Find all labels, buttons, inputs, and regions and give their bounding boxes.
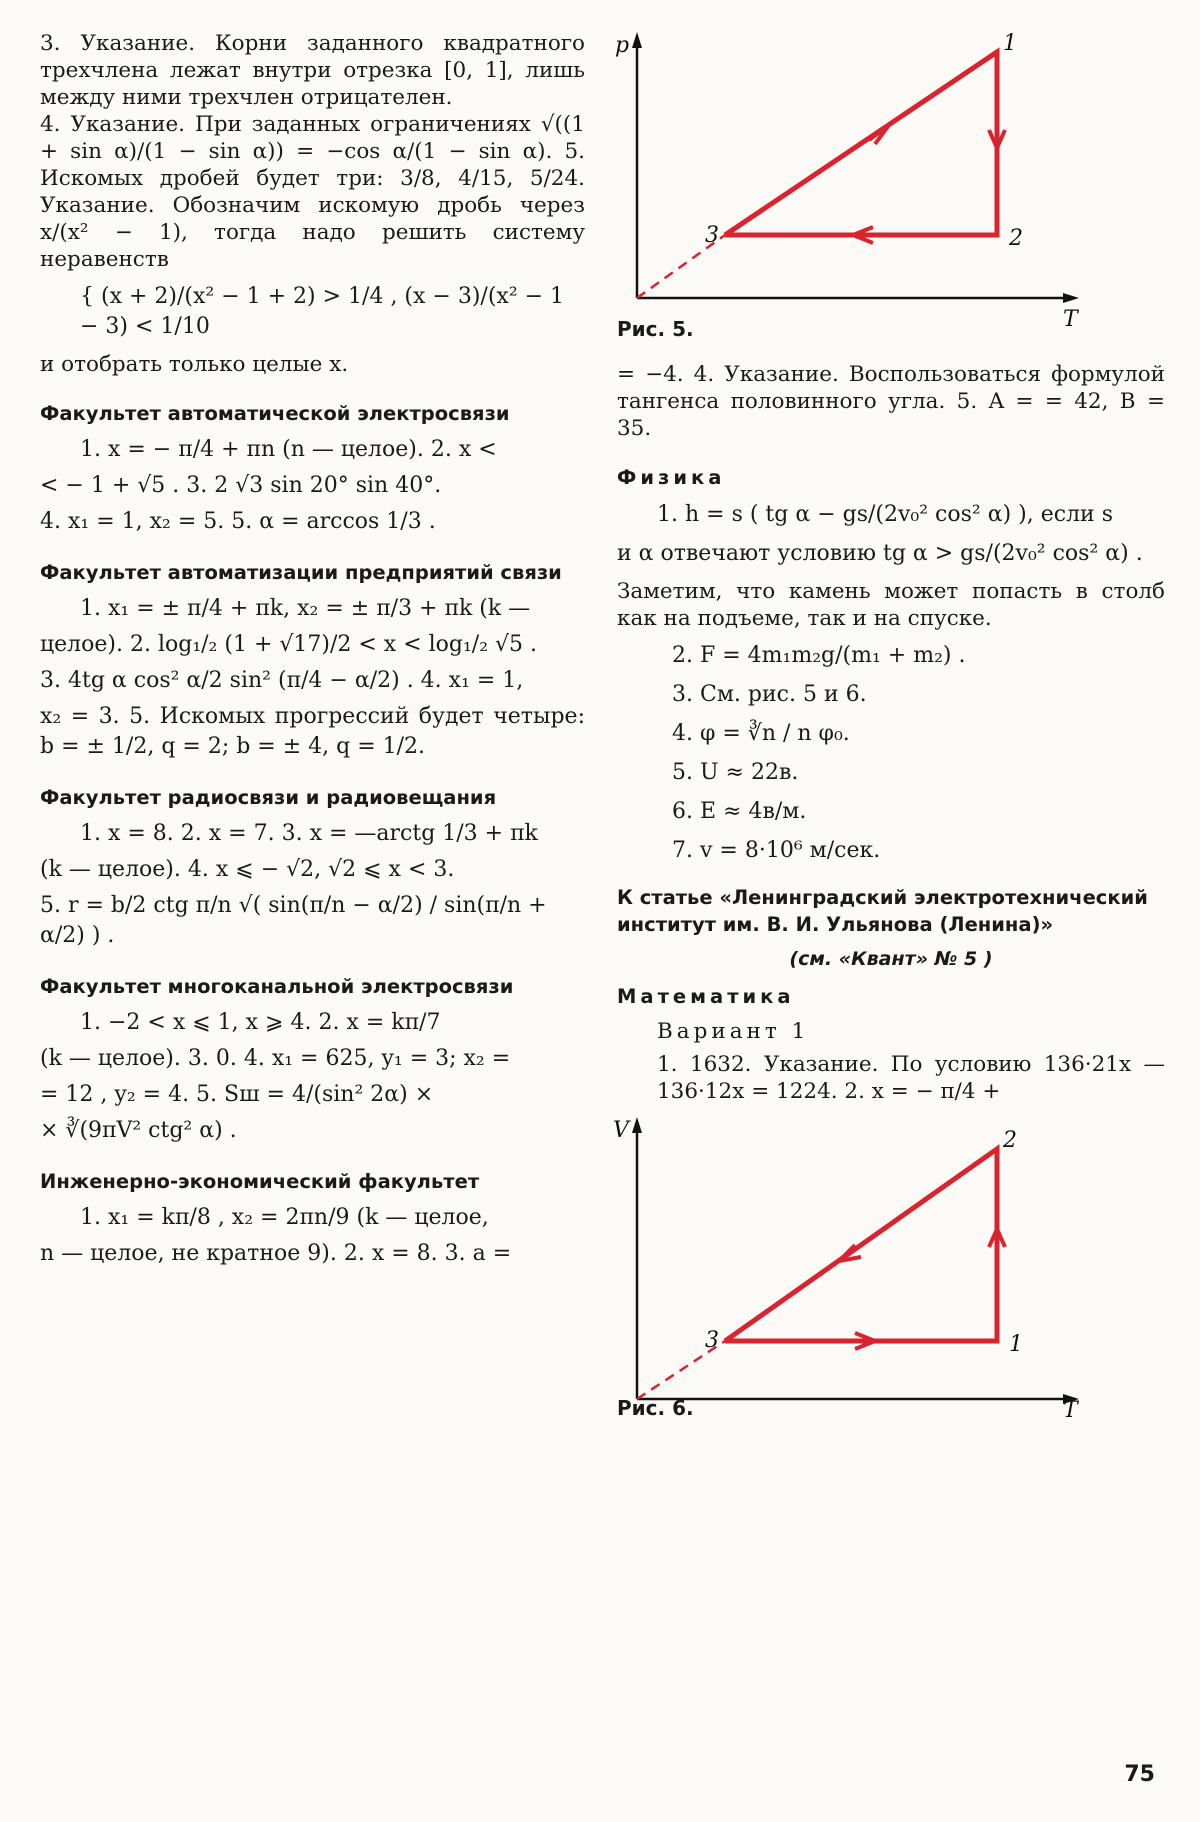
answer-line: < − 1 + √5 . 3. 2 √3 sin 20° sin 40°. [40, 473, 442, 498]
right-column [613, 30, 1165, 1423]
article-heading: К статье «Ленинградский электротехнический институт им. В. И. Ульянова (Ленина)» [617, 886, 1148, 936]
physics-heading: Физика [617, 466, 726, 489]
section-heading-3: Факультет радиосвязи и радиовещания [40, 786, 497, 809]
page-number: 75 [1124, 1762, 1155, 1787]
answer-line: 1. x₁ = ± π/4 + πk, x₂ = ± π/3 + πk (k — [80, 596, 531, 621]
physics-answer-6: 6. E ≈ 4в/м. [672, 799, 807, 824]
intro-paragraph-3: и отобрать только целые x. [40, 352, 349, 377]
answer-line: n — целое, не кратное 9). 2. x = 8. 3. a = [40, 1241, 512, 1266]
physics-note: Заметим, что камень может попасть в столб как на подъеме, так и на спуске. [617, 579, 1165, 631]
answer-line: 1. x₁ = kπ/8 , x₂ = 2πn/9 (k — целое, [80, 1205, 489, 1230]
fig5-caption: Рис. 5. [617, 317, 694, 341]
left-column [40, 30, 585, 1275]
variant-text: 1. 1632. Указание. По условию 136·21x — 136·12x = 1224. 2. x = − π/4 + [657, 1052, 1165, 1104]
intro-paragraph-1: 3. Указание. Корни заданного квадратного трехчлена лежат внутри отрезка [0, 1], лишь между ними трехчлен отрицателен. [40, 31, 585, 110]
answer-line: x₂ = 3. 5. Искомых прогрессий будет четыре: b = ± 1/2, q = 2; b = ± 4, q = 1/2. [40, 704, 585, 759]
variant-label: Вариант 1 [657, 1019, 810, 1044]
answer-line: целое). 2. log₁/₂ (1 + √17)/2 < x < log₁/₂ √5 . [40, 632, 538, 657]
fig5-cycle-path [725, 52, 997, 235]
section-heading-4: Факультет многоканальной электросвязи [40, 975, 514, 998]
answer-line: (k — целое). 4. x ⩽ − √2, √2 ⩽ x < 3. [40, 857, 455, 882]
fig5-point-2: 2 [1009, 226, 1023, 251]
fig6-caption: Рис. 6. [617, 1396, 694, 1420]
fig6-y-arrow-icon [632, 1117, 642, 1133]
answer-line: 3. 4tg α cos² α/2 sin² (π/4 − α/2) . 4. x₁ = 1, [40, 668, 524, 693]
fig5-y-arrow-icon [632, 32, 642, 48]
answer-line: 1. x = 8. 2. x = 7. 3. x = —arctg 1/3 + πk [80, 821, 538, 846]
section-heading-1: Факультет автоматической электросвязи [40, 402, 510, 425]
answer-line: 1. −2 < x ⩽ 1, x ⩾ 4. 2. x = kπ/7 [80, 1010, 441, 1035]
fig5-x-label: T [1063, 307, 1078, 332]
section-heading-2: Факультет автоматизации предприятий связи [40, 561, 562, 584]
section-heading-5: Инженерно-экономический факультет [40, 1170, 480, 1193]
physics-answer-7: 7. v = 8·10⁶ м/сек. [672, 838, 881, 863]
fig6-y-label: V [613, 1118, 629, 1143]
physics-answer-1: 1. h = s ( tg α − gs/(2v₀² cos² α) ), если s [657, 502, 1113, 527]
fig6-point-2: 2 [1003, 1128, 1017, 1153]
fig5-y-label: p [615, 33, 630, 58]
physics-condition: и α отвечают условию tg α > gs/(2v₀² cos² α) . [617, 541, 1143, 566]
physics-answer-2: 2. F = 4m₁m₂g/(m₁ + m₂) . [672, 643, 966, 668]
fig6-cycle-path [725, 1149, 997, 1341]
math-heading: Математика [617, 985, 795, 1008]
fig6-point-1: 1 [1009, 1332, 1023, 1357]
answer-line: 4. x₁ = 1, x₂ = 5. 5. α = arccos 1/3 . [40, 509, 436, 534]
fig6-point-3: 3 [705, 1328, 719, 1353]
physics-answer-4: 4. φ = ∛n / n φ₀. [672, 721, 850, 746]
answer-line: = 12 , y₂ = 4. 5. Sш = 4/(sin² 2α) × [40, 1082, 434, 1107]
fig5-point-1: 1 [1003, 31, 1017, 56]
physics-answer-5: 5. U ≈ 22в. [672, 760, 799, 785]
article-reference: (см. «Квант» № 5 ) [789, 948, 993, 970]
physics-answer-3: 3. См. рис. 5 и 6. [672, 682, 867, 707]
figure-6-VT-diagram [613, 1109, 1165, 1423]
inequality-system: { (x + 2)/(x² − 1 + 2) > 1/4 , (x − 3)/(x² − 1 − 3) < 1/10 [80, 284, 565, 339]
answer-line: (k — целое). 3. 0. 4. x₁ = 625, y₁ = 3; x₂ = [40, 1046, 511, 1071]
fig6-x-label: T [1063, 1398, 1078, 1423]
fig5-x-arrow-icon [1063, 293, 1079, 303]
continuation-text: = −4. 4. Указание. Воспользоваться формулой тангенса половинного угла. 5. A = = 42, B = 35. [617, 362, 1165, 441]
answer-line: 1. x = − π/4 + πn (n — целое). 2. x < [80, 437, 497, 462]
answer-line: × ∛(9πV² ctg² α) . [40, 1118, 237, 1143]
answer-line: 5. r = b/2 ctg π/n √( sin(π/n − α/2) / sin(π/n + α/2) ) . [40, 893, 547, 948]
fig5-point-3: 3 [705, 223, 719, 248]
intro-paragraph-2: 4. Указание. При заданных ограничениях √((1 + sin α)/(1 − sin α)) = −cos α/(1 − sin α). 5. Искомых дробей будет три: 3/8, 4/15, 5/24. Указание. Обозначим искомую дробь через x/(x² − 1), тогда надо решить систему неравенств [40, 112, 585, 272]
